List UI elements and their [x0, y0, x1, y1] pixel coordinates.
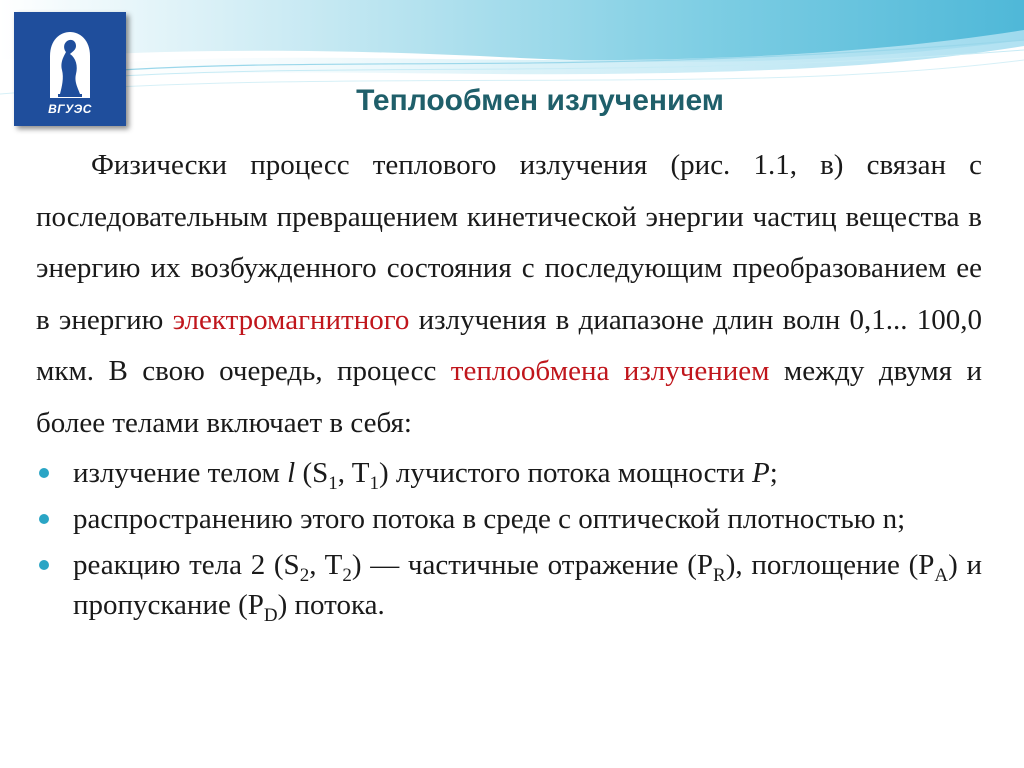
- bullet-3-text: ) — частичные отражение (P: [351, 549, 714, 581]
- highlight-electromagnetic: электромагнитного: [172, 303, 410, 336]
- university-logo: [14, 12, 126, 126]
- paragraph-text-2: излучения в диапазоне длин волн 0,1... 100,0 мкм. В свою очередь, процесс: [36, 303, 983, 387]
- bullet-dot-icon: [39, 468, 49, 478]
- bullet-1-text: излучение телом: [73, 457, 288, 489]
- bullet-1-text: ;: [769, 457, 778, 489]
- bullet-item-3: [36, 545, 982, 625]
- bullet-3-text: ), поглощение (P: [725, 549, 935, 581]
- bullet-1-text: ) лучистого потока мощности: [378, 457, 752, 489]
- bullet-list: [36, 453, 982, 625]
- bullet-1-text: , T: [337, 457, 370, 489]
- bullet-3-text: реакцию тела 2 (S: [73, 549, 300, 581]
- header-wave-decoration: [0, 0, 1024, 140]
- highlight-radiative-heat-exchange: теплообмена излучением: [450, 355, 770, 387]
- bullet-dot-icon: [39, 514, 49, 524]
- bullet-2-text: распространению этого потока в среде с оптической плотностью n;: [73, 503, 906, 535]
- subscript: 2: [299, 564, 310, 586]
- subscript: D: [263, 604, 278, 626]
- bullet-3-text: ) потока.: [277, 589, 385, 621]
- body-symbol-l: l: [287, 457, 296, 489]
- subscript: A: [934, 564, 949, 586]
- slide-title: Теплообмен излучением: [356, 84, 724, 117]
- subscript: R: [713, 564, 726, 586]
- paragraph-text-3: между двумя и более телами включает в себя:: [36, 355, 983, 439]
- logo-text: ВГУЭС: [48, 102, 92, 116]
- bullet-3-text: ) и пропускание (P: [73, 549, 982, 621]
- subscript: 2: [342, 564, 352, 586]
- paragraph-text-1: Физически процесс теплового излучения (рис. 1.1, в) связан с последовательным превращением кинетической энергии частиц вещества в энергию их возбужденного состояния с последующим преобразованием ее в энергию: [36, 149, 982, 336]
- subscript: 1: [328, 472, 338, 494]
- slide-body: [36, 140, 982, 631]
- bullet-3-text: , T: [309, 549, 343, 581]
- power-symbol-p: P: [751, 457, 770, 489]
- bullet-1-text: (S: [295, 457, 329, 489]
- bullet-item-1: [36, 453, 982, 493]
- main-paragraph: [36, 140, 982, 449]
- bullet-item-2: [36, 499, 982, 539]
- bullet-dot-icon: [39, 560, 49, 570]
- subscript: 1: [369, 472, 379, 494]
